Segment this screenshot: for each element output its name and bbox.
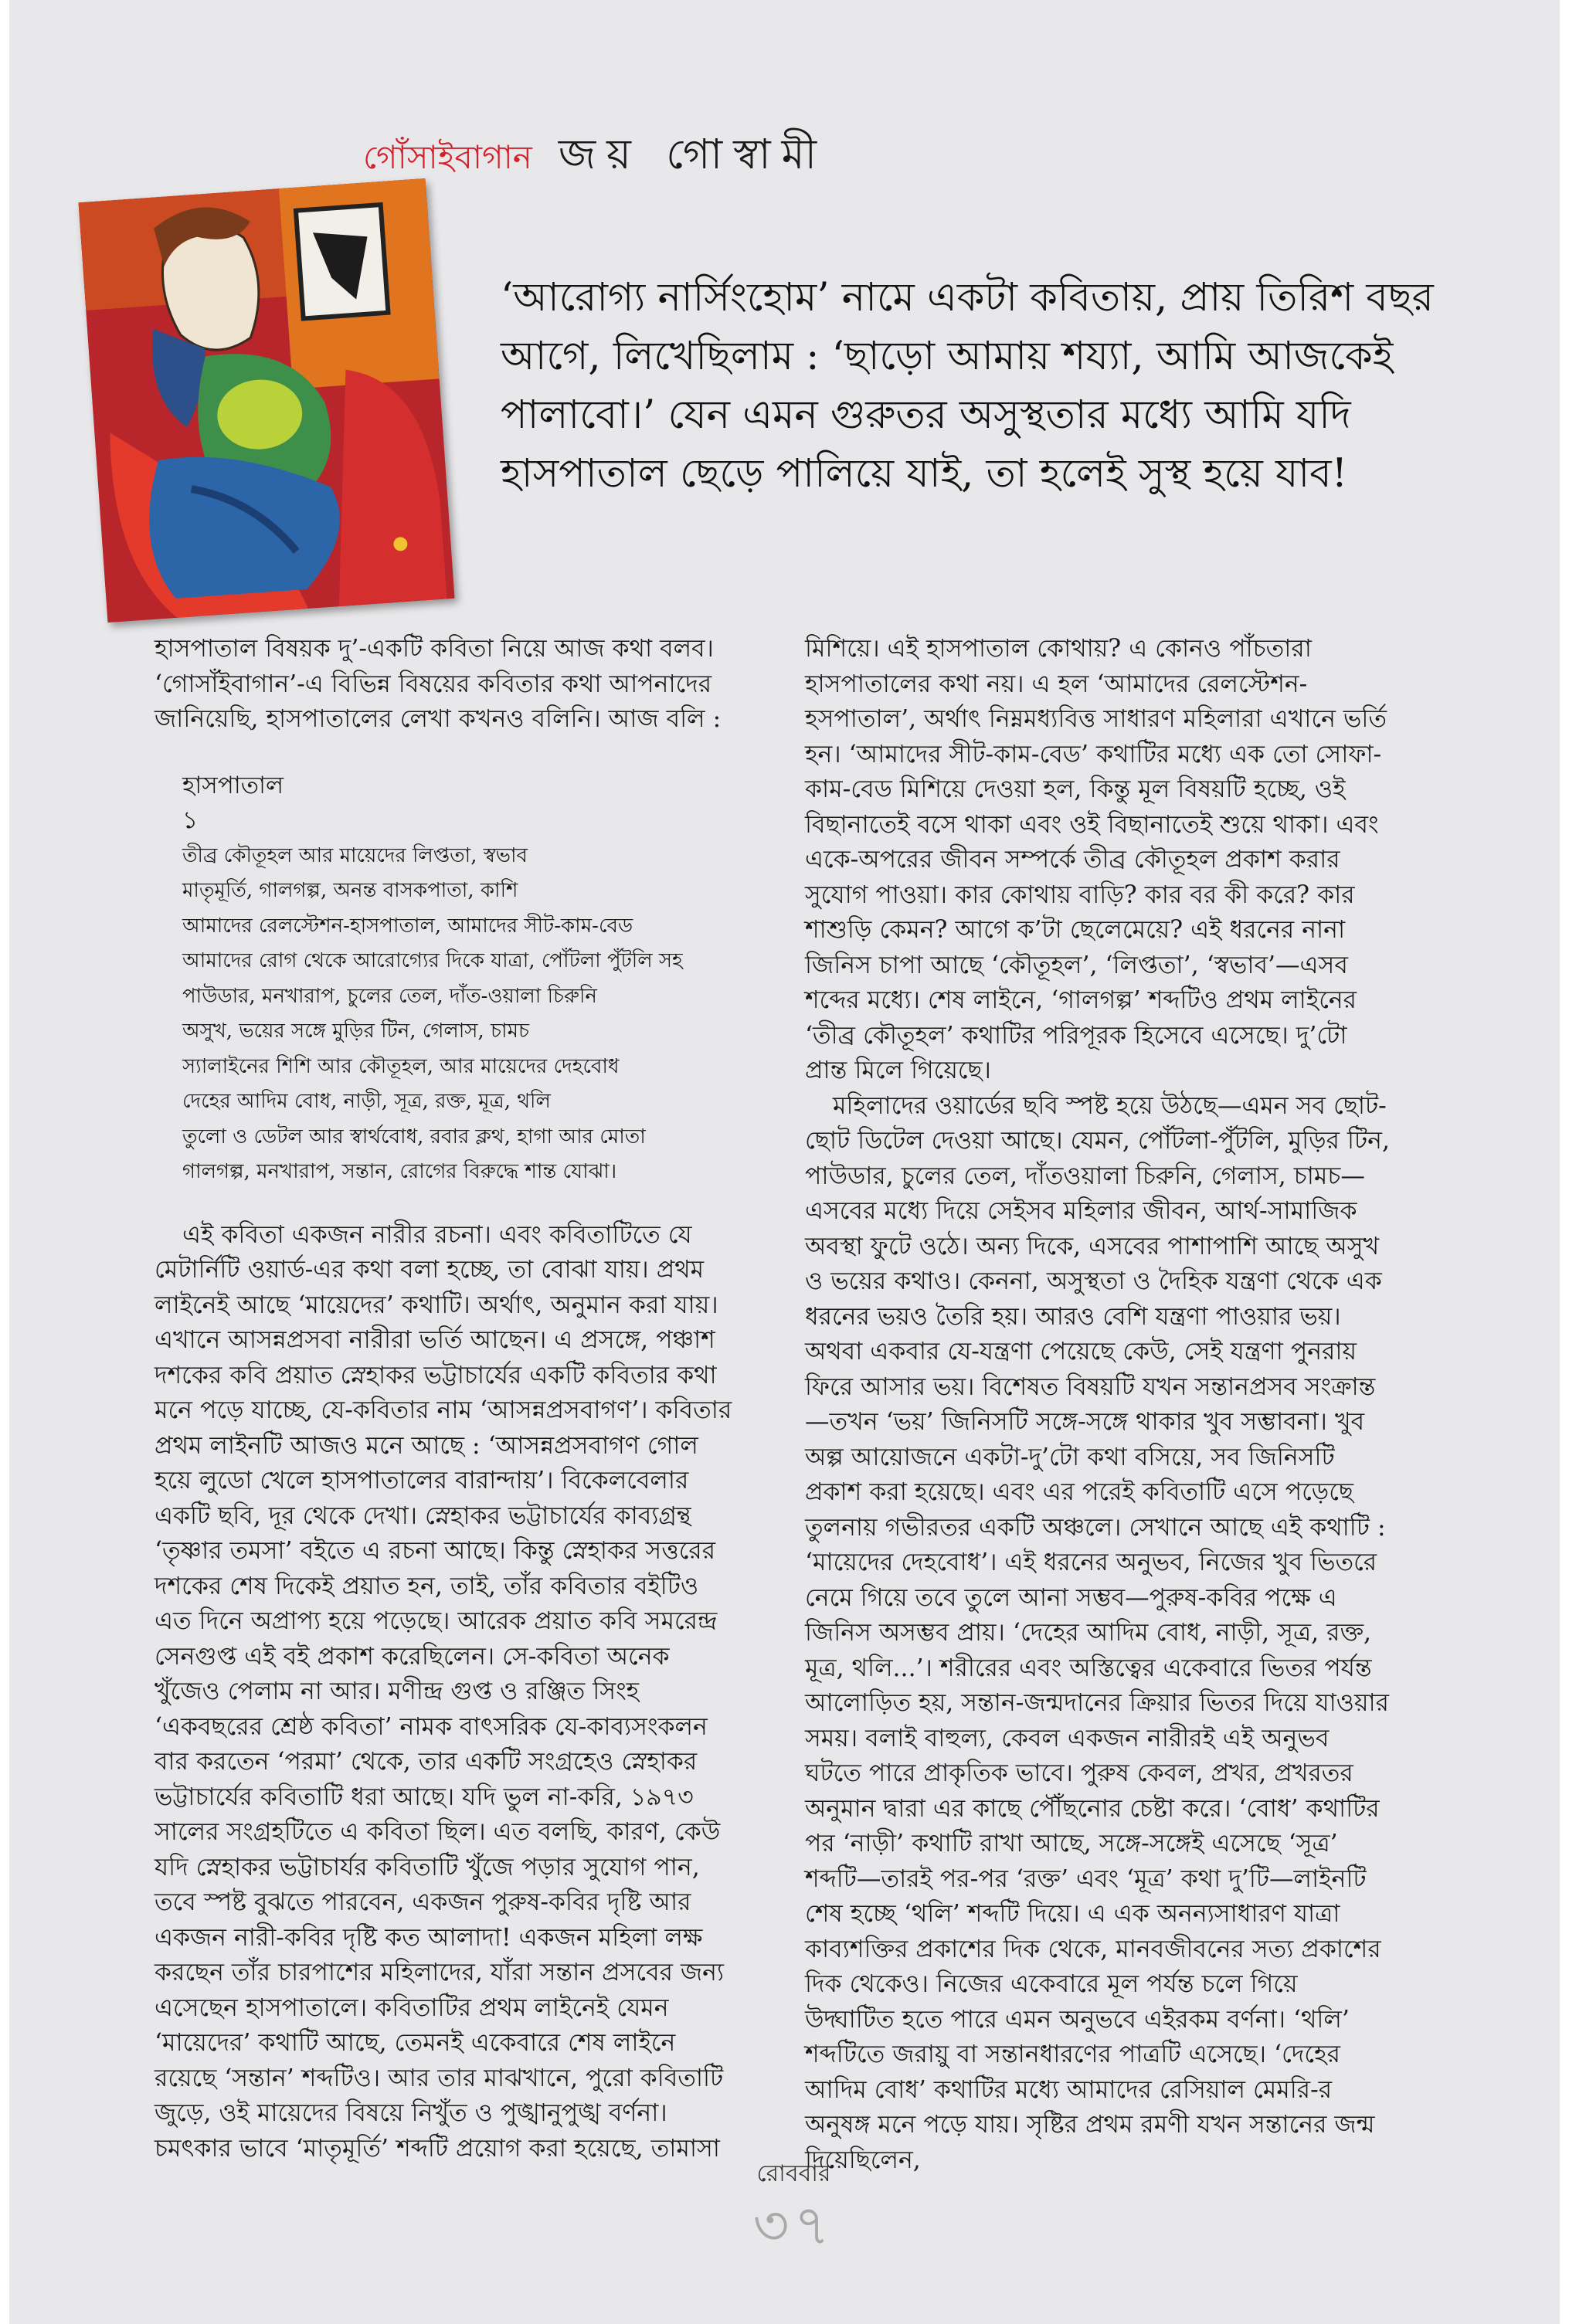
painting-svg xyxy=(79,178,455,623)
page-header xyxy=(363,122,827,192)
poem-line: মাতৃমূর্তি, গালগল্প, অনন্ত বাসকপাতা, কাশি xyxy=(182,879,518,902)
poem-line: পাউডার, মনখারাপ, চুলের তেল, দাঁত-ওয়ালা চিরুনি xyxy=(182,984,597,1008)
body-paragraph: মিশিয়ে। এই হাসপাতাল কোথায়? এ কোনও পাঁচতারা হাসপাতালের কথা নয়। এ হল ‘আমাদের রেলস্টেশন-হসপাতাল’, অর্থাৎ নিম্নমধ্যবিত্ত সাধারণ মহিলারা এখানে ভর্তি হন। ‘আমাদের সীট-কাম-বেড’ কথাটির মধ্যে এক তো সোফা-কাম-বেড মিশিয়ে দেওয়া হল, কিন্তু মূল বিষয়টি হচ্ছে, ওই বিছানাতেই বসে থাকা এবং ওই বিছানাতেই শুয়ে থাকা। এবং একে-অপরের জীবন সম্পর্কে তীব্র কৌতূহল প্রকাশ করার সুযোগ পাওয়া। কার কোথায় বাড়ি? কার বর কী করে? কার শাশুড়ি কেমন? আগে ক’টা ছেলেমেয়ে? এই ধরনের নানা জিনিস চাপা আছে ‘কৌতূহল’, ‘লিপ্ততা’, ‘স্বভাব’—এসব শব্দের মধ্যে। শেষ লাইনে, ‘গালগল্প’ শব্দটিও প্রথম লাইনের ‘তীব্র কৌতূহল’ কথাটির পরিপূরক হিসেবে এসেছে। দু’টো প্রান্ত মিলে গিয়েছে। xyxy=(805,635,1387,1084)
poem-line: আমাদের রোগ থেকে আরোগ্যের দিকে যাত্রা, পোঁটলা পুঁটলি সহ xyxy=(182,949,683,972)
section-name: গোঁসাইবাগান xyxy=(363,138,532,176)
poem-line: তীব্র কৌতূহল আর মায়েদের লিপ্ততা, স্বভাব xyxy=(182,843,528,867)
poem-line: আমাদের রেলস্টেশন-হাসপাতাল, আমাদের সীট-কাম-বেড xyxy=(182,914,633,938)
poem-block xyxy=(182,768,737,1190)
poem-line: তুলো ও ডেটল আর স্বার্থবোধ, রবার ক্লথ, হাগা আর মোতা xyxy=(182,1125,646,1148)
body-paragraph: এই কবিতা একজন নারীর রচনা। এবং কবিতাটিতে যে মেটার্নিটি ওয়ার্ড-এর কথা বলা হচ্ছে, তা বোঝা যায়। প্রথম লাইনেই আছে ‘মায়েদের’ কথাটি। অর্থাৎ, অনুমান করা যায়। এখানে আসন্নপ্রসবা নারীরা ভর্তি আছেন। এ প্রসঙ্গে, পঞ্চাশ দশকের কবি প্রয়াত স্নেহাকর ভট্টাচার্যের একটি কবিতার কথা মনে পড়ে যাচ্ছে, যে-কবিতার নাম ‘আসন্নপ্রসবাগণ’। কবিতার প্রথম লাইনটি আজও মনে আছে : ‘আসন্নপ্রসবাগণ গোল হয়ে লুডো খেলে হাসপাতালের বারান্দায়’। বিকেলবেলার একটি ছবি, দূর থেকে দেখা। স্নেহাকর ভট্টাচার্যের কাব্যগ্রন্থ ‘তৃষ্ণার তমসা’ বইতে এ রচনা আছে। কিন্তু স্নেহাকর সত্তরের দশকের শেষ দিকেই প্রয়াত হন, তাই, তাঁর কবিতার বইটিও এত দিনে অপ্রাপ্য হয়ে পড়েছে। আরেক প্রয়াত কবি সমরেন্দ্র সেনগুপ্ত এই বই প্রকাশ করেছিলেন। সে-কবিতা অনেক খুঁজেও পেলাম না আর। মণীন্দ্র গুপ্ত ও রঞ্জিত সিংহ ‘একবছরের শ্রেষ্ঠ কবিতা’ নামক বাৎসরিক যে-কাব্যসংকলন বার করতেন ‘পরমা’ থেকে, তার একটি সংগ্রহেও স্নেহাকর ভট্টাচার্যের কবিতাটি ধরা আছে। যদি ভুল না-করি, ১৯৭৩ সালের সংগ্রহটিতে এ কবিতা ছিল। এত বলছি, কারণ, কেউ যদি স্নেহাকর ভট্টাচার্যর কবিতাটি খুঁজে পড়ার সুযোগ পান, তবে স্পষ্ট বুঝতে পারবেন, একজন পুরুষ-কবির দৃষ্টি আর একজন নারী-কবির দৃষ্টি কত আলাদা! একজন মহিলা লক্ষ করছেন তাঁর চারপাশের মহিলাদের, যাঁরা সন্তান প্রসবের জন্য এসেছেন হাসপাতালে। কবিতাটির প্রথম লাইনেই যেমন ‘মায়েদের’ কথাটি আছে, তেমনই একেবারে শেষ লাইনে রয়েছে ‘সন্তান’ শব্দটিও। আর তার মাঝখানে, পুরো কবিতাটি জুড়ে, ওই মায়েদের বিষয়ে নিখুঁত ও পুঙ্খানুপুঙ্খ বর্ণনা। চমৎকার ভাবে ‘মাতৃমূর্তি’ শব্দটি প্রয়োগ করা হয়েছে, তামাসা xyxy=(155,1220,732,2163)
intro-paragraph: হাসপাতাল বিষয়ক দু’-একটি কবিতা নিয়ে আজ কথা বলব। ‘গোসাঁইবাগান’-এ বিভিন্ন বিষয়ের কবিতার কথা আপনাদের জানিয়েছি, হাসপাতালের লেখা কখনও বলিনি। আজ বলি : xyxy=(155,635,722,733)
poem-title: হাসপাতাল xyxy=(182,771,284,799)
left-column xyxy=(155,632,737,2166)
pull-quote: ‘আরোগ্য নার্সিংহোম’ নামে একটা কবিতায়, প্রায় তিরিশ বছর আগে, লিখেছিলাম : ‘ছাড়ো আমায় শয্যা, আমি আজকেই পালাবো।’ যেন এমন গুরুতর অসুস্থতার মধ্যে আমি যদি হাসপাতাল ছেড়ে পালিয়ে যাই, তা হলেই সুস্থ হয়ে যাব! xyxy=(501,275,1434,497)
author-name: জয় গোস্বামী xyxy=(558,130,828,178)
poem-line: গালগল্প, মনখারাপ, সন্তান, রোগের বিরুদ্ধে শান্ত যোঝা। xyxy=(182,1160,617,1183)
page-footer xyxy=(9,2155,1569,2258)
page-number: ৩৭ xyxy=(752,2193,835,2258)
magazine-page xyxy=(9,0,1560,2324)
painting-woman-red-chair-icon xyxy=(79,178,455,623)
poem-line: স্যালাইনের শিশি আর কৌতূহল, আর মায়েদের দেহবোধ xyxy=(182,1054,620,1078)
poem-line: দেহের আদিম বোধ, নাড়ী, সূত্র, রক্ত, মূত্র, থলি xyxy=(182,1090,551,1113)
right-column xyxy=(805,632,1392,2178)
poem-number: ১ xyxy=(182,806,199,834)
magazine-name: রোববার xyxy=(756,2160,831,2187)
poem-line: অসুখ, ভয়ের সঙ্গে মুড়ির টিন, গেলাস, চামচ xyxy=(182,1020,530,1043)
body-paragraph: মহিলাদের ওয়ার্ডের ছবি স্পষ্ট হয়ে উঠছে—এমন সব ছোট-ছোট ডিটেল দেওয়া আছে। যেমন, পোঁটলা-পুঁটলি, মুড়ির টিন, পাউডার, চুলের তেল, দাঁতওয়ালা চিরুনি, গেলাস, চামচ—এসবের মধ্যে দিয়ে সেইসব মহিলার জীবন, আর্থ-সামাজিক অবস্থা ফুটে ওঠে। অন্য দিকে, এসবের পাশাপাশি আছে অসুখ ও ভয়ের কথাও। কেননা, অসুস্থতা ও দৈহিক যন্ত্রণা থেকে এক ধরনের ভয়ও তৈরি হয়। আরও বেশি যন্ত্রণা পাওয়ার ভয়। অথবা একবার যে-যন্ত্রণা পেয়েছে কেউ, সেই যন্ত্রণা পুনরায় ফিরে আসার ভয়। বিশেষত বিষয়টি যখন সন্তানপ্রসব সংক্রান্ত—তখন ‘ভয়’ জিনিসটি সঙ্গে-সঙ্গে থাকার খুব সম্ভাবনা। খুব অল্প আয়োজনে একটা-দু’টো কথা বসিয়ে, সব জিনিসটি প্রকাশ করা হয়েছে। এবং এর পরেই কবিতাটি এসে পড়েছে তুলনায় গভীরতর একটি অঞ্চলে। সেখানে আছে এই কথাটি : ‘মায়েদের দেহবোধ’। এই ধরনের অনুভব, নিজের খুব ভিতরে নেমে গিয়ে তবে তুলে আনা সম্ভব—পুরুষ-কবির পক্ষে এ জিনিস অসম্ভব প্রায়। ‘দেহের আদিম বোধ, নাড়ী, সূত্র, রক্ত, মূত্র, থলি...’। শরীরের এবং অস্তিত্বের একেবারে ভিতর পর্যন্ত আলোড়িত হয়, সন্তান-জন্মদানের ক্রিয়ার ভিতর দিয়ে যাওয়ার সময়। বলাই বাহুল্য, কেবল একজন নারীরই এই অনুভব ঘটতে পারে প্রাকৃতিক ভাবে। পুরুষ কেবল, প্রখর, প্রখরতর অনুমান দ্বারা এর কাছে পৌঁছনোর চেষ্টা করে। ‘বোধ’ কথাটির পর ‘নাড়ী’ কথাটি রাখা আছে, সঙ্গে-সঙ্গেই এসেছে ‘সূত্র’ শব্দটি—তারই পর-পর ‘রক্ত’ এবং ‘মূত্র’ কথা দু’টি—লাইনটি শেষ হচ্ছে ‘থলি’ শব্দটি দিয়ে। এ এক অনন্যসাধারণ যাত্রা কাব্যশক্তির প্রকাশের দিক থেকে, মানবজীবনের সত্য প্রকাশের দিক থেকেও। নিজের একেবারে মূল পর্যন্ত চলে গিয়ে উদ্ঘাটিত হতে পারে এমন অনুভবে এইরকম বর্ণনা। ‘থলি’ শব্দটিতে জরায়ু বা সন্তানধারণের পাত্রটি এসেছে। ‘দেহের আদিম বোধ’ কথাটির মধ্যে আমাদের রেসিয়াল মেমরি-র অনুষঙ্গ মনে পড়ে যায়। সৃষ্টির প্রথম রমণী যখন সন্তানের জন্ম দিয়েছিলেন, xyxy=(805,1091,1390,2174)
